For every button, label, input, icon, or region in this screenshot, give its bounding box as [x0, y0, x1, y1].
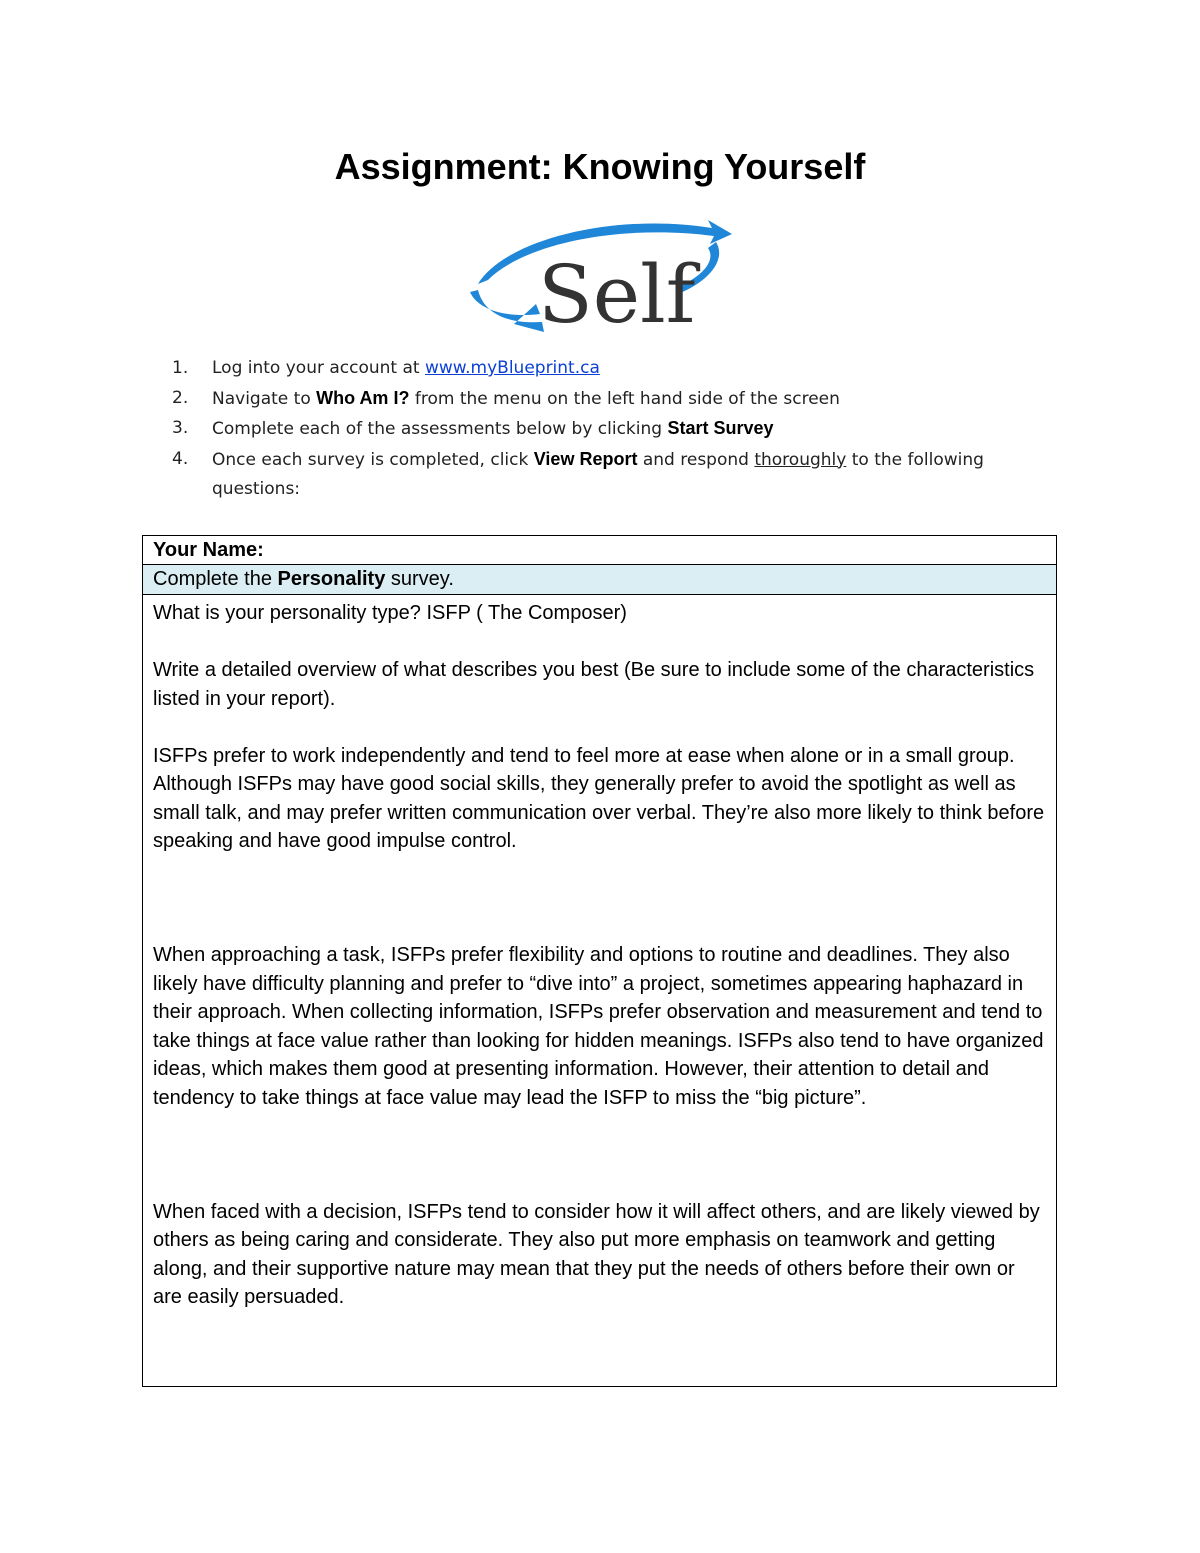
assignment-table: [142, 535, 1057, 1387]
logo-text: Self: [538, 248, 696, 332]
self-logo: [464, 218, 736, 332]
response-cell[interactable]: [143, 595, 1056, 1312]
circular-arrow-icon: [464, 218, 736, 332]
personality-question: What is your personality type? ISFP ( The Composer): [153, 602, 627, 624]
response-paragraph: ISFPs prefer to work independently and tend to feel more at ease when alone or in a small group. Although ISFPs may have good social skills, they generally prefer to avoid the spotlight as well as small talk, and may prefer written communication over verbal. They’re also more likely to think before speaking and have good impulse control.: [153, 744, 1045, 852]
instruction-list: [172, 354, 1052, 505]
instruction-item: 1. Log into your account at www.myBlueprint.ca: [172, 358, 600, 378]
page-title: Assignment: Knowing Yourself: [334, 146, 866, 187]
name-row[interactable]: [143, 536, 1056, 565]
myblueprint-link[interactable]: www.myBlueprint.ca: [424, 358, 600, 378]
overview-prompt: Write a detailed overview of what describes you best (Be sure to include some of the characteristics listed in your report).: [153, 659, 1035, 710]
instruction-item: 3. Complete each of the assessments below by clicking Start Survey: [172, 418, 774, 439]
response-paragraph: When approaching a task, ISFPs prefer flexibility and options to routine and deadlines. They also likely have difficulty planning and prefer to “dive into” a project, sometimes appearing haphazard in their approach. When collecting information, ISFPs prefer observation and measurement and tend to take things at face value rather than looking for hidden meanings. ISFPs also tend to have organized ideas, which makes them good at presenting information. However, their attention to detail and tendency to take things at face value may lead the ISFP to miss the “big picture”.: [153, 944, 1044, 1109]
survey-header-row: Complete the Personality survey.: [143, 565, 1056, 595]
instruction-item: 4. Once each survey is completed, click View Report and respond thoroughly to the following questions:: [172, 448, 984, 499]
response-paragraph: When faced with a decision, ISFPs tend to consider how it will affect others, and are likely viewed by others as being caring and considerate. They also put more emphasis on teamwork and getting along, and their supportive nature may mean that they put the needs of others before their own or are easily persuaded.: [153, 1200, 1040, 1308]
instruction-item: 2. Navigate to Who Am I? from the menu on the left hand side of the screen: [172, 387, 840, 409]
name-label: Your Name:: [153, 539, 264, 561]
